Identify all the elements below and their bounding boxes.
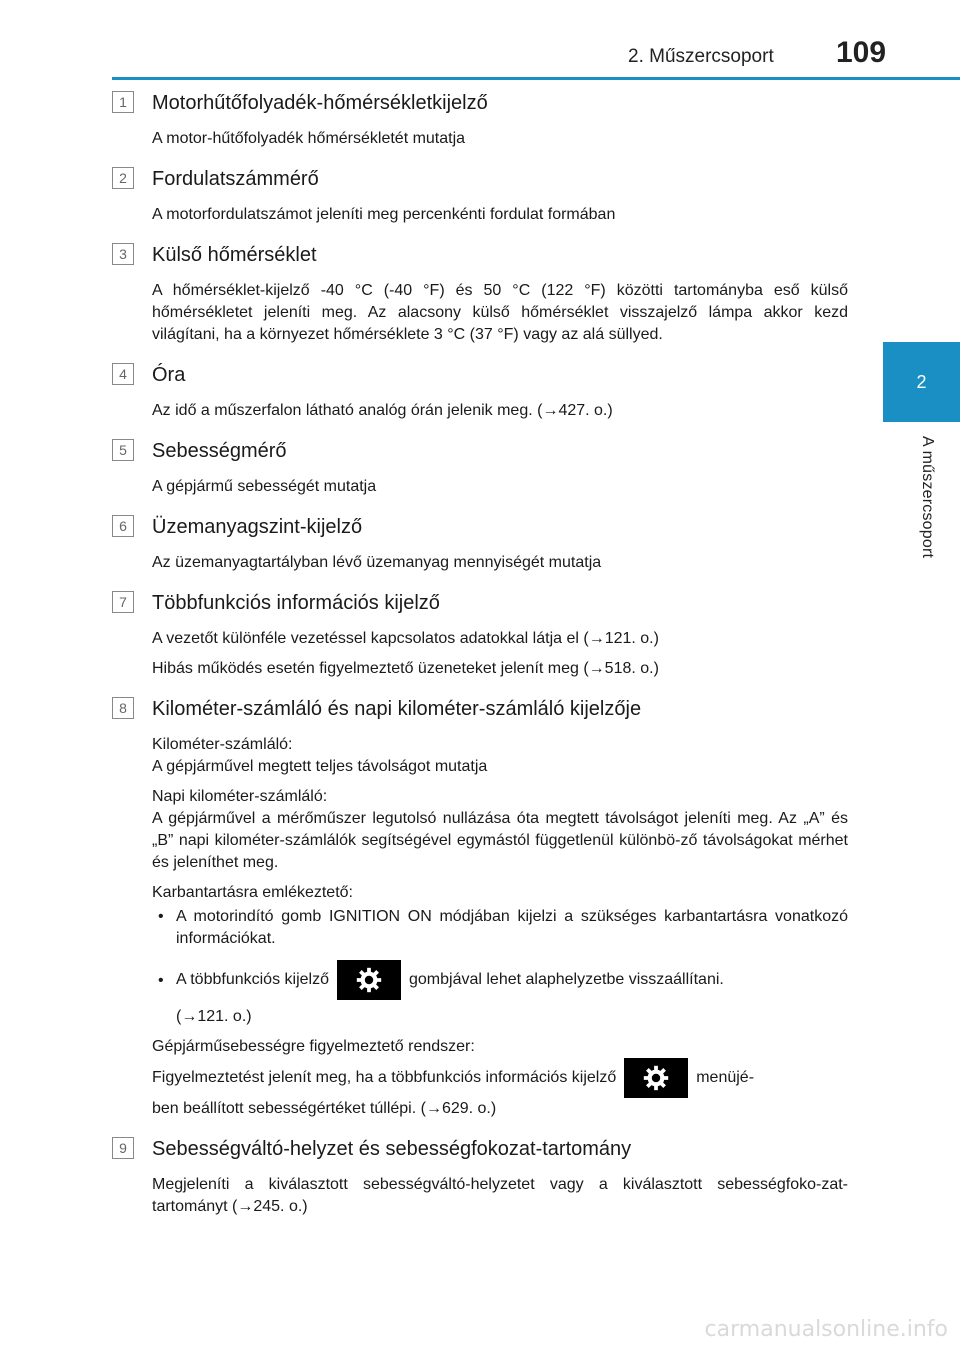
- list-item: [112, 240, 848, 346]
- item-body: Az idő a műszerfalon látható analóg órán jelenik meg. (→427. o.): [152, 402, 613, 419]
- bullet-text: gombjával lehet alaphelyzetbe visszaállítani.: [408, 971, 724, 988]
- item-body: [152, 734, 848, 1120]
- bullet-text: A többfunkciós kijelző: [176, 971, 329, 988]
- list-item: [112, 1134, 848, 1218]
- item-number: 6: [112, 515, 134, 537]
- speed-warning-text: menüjé-: [696, 1069, 755, 1086]
- item-body: Az üzemanyagtartályban lévő üzemanyag mennyiségét mutatja: [152, 554, 602, 571]
- speed-warning-text: Figyelmeztetést jelenít meg, ha a többfunkciós információs kijelző: [152, 1069, 617, 1086]
- item-number: 9: [112, 1137, 134, 1159]
- content: [112, 88, 848, 1218]
- chapter-label: A műszercsoport: [919, 436, 936, 559]
- item-paragraph: A vezetőt különféle vezetéssel kapcsolatos adatokkal látja el (→121. o.): [152, 630, 659, 647]
- list-item: [112, 88, 848, 150]
- page-number: 109: [836, 36, 887, 69]
- item-paragraph: Hibás működés esetén figyelmeztető üzeneteket jelenít meg (→518. o.): [152, 660, 659, 677]
- settings-button-image: [337, 960, 401, 1000]
- speed-warning-label: Gépjárműsebességre figyelmeztető rendszer:: [152, 1038, 475, 1055]
- item-number: 8: [112, 697, 134, 719]
- chapter-tab[interactable]: 2: [883, 342, 960, 422]
- item-title: Motorhűtőfolyadék-hőmérsékletkijelző: [152, 92, 488, 114]
- item-title: Fordulatszámmérő: [152, 168, 319, 190]
- list-item: [112, 436, 848, 498]
- item-title: Külső hőmérséklet: [152, 244, 317, 266]
- item-title: Üzemanyagszint-kijelző: [152, 516, 363, 538]
- trip-block: [152, 786, 848, 874]
- item-title: Kilométer-számláló és napi kilométer-számláló kijelzője: [152, 698, 642, 720]
- watermark: carmanualsonline.info: [704, 1317, 948, 1342]
- item-body: A motorfordulatszámot jeleníti meg percenkénti fordulat formában: [152, 206, 616, 223]
- item-title: Sebességmérő: [152, 440, 287, 462]
- trip-text: A gépjárművel a mérőműszer legutolsó nullázása óta megtett távolságot jeleníti meg. Az „A” és „B” napi kilométer-számlálók segítségével egymástól függetlenül különbö-ző távolságokat mérhet és jeleníthet meg.: [152, 810, 848, 871]
- odometer-block: [152, 734, 848, 778]
- bullet-item: [152, 906, 848, 950]
- list-item: [112, 588, 848, 680]
- item-number: 2: [112, 167, 134, 189]
- maintenance-block: [152, 882, 848, 1028]
- item-number: 1: [112, 91, 134, 113]
- gear-icon: [354, 965, 384, 995]
- item-title: Sebességváltó-helyzet és sebességfokozat-tartomány: [152, 1138, 632, 1160]
- item-body: A motor-hűtőfolyadék hőmérsékletét mutatja: [152, 130, 466, 147]
- trip-label: Napi kilométer-számláló:: [152, 788, 328, 805]
- speed-warning-row: [152, 1058, 848, 1098]
- gear-icon: [641, 1063, 671, 1093]
- bullet-ref: (→121. o.): [176, 1008, 252, 1025]
- item-body: Megjeleníti a kiválasztott sebességváltó-helyzetet vagy a kiválasztott sebességfoko-zat-tartományt (→245. o.): [152, 1176, 848, 1215]
- list-item: [112, 694, 848, 1120]
- item-number: 5: [112, 439, 134, 461]
- list-item: [112, 360, 848, 422]
- speed-warning-block: [152, 1036, 848, 1120]
- item-title: Többfunkciós információs kijelző: [152, 592, 440, 614]
- speed-warning-text: ben beállított sebességértéket túllépi. (→629. o.): [152, 1100, 497, 1117]
- odometer-text: A gépjárművel megtett teljes távolságot mutatja: [152, 758, 488, 775]
- item-body: A gépjármű sebességét mutatja: [152, 478, 377, 495]
- bullet-dot: •: [158, 908, 164, 925]
- item-body: A hőmérséklet-kijelző -40 °C (-40 °F) és 50 °C (122 °F) közötti tartományba eső külső hőmérsékletet jeleníti meg. Az alacsony külső hőmérséklet visszajelző lámpa akkor kezd világítani, ha a környezet hőmérséklete 3 °C (37 °F) vagy az alá süllyed.: [152, 282, 848, 343]
- item-body: [152, 628, 848, 680]
- header-rule: [112, 77, 960, 80]
- list-item: [112, 512, 848, 574]
- maintenance-label: Karbantartásra emlékeztető:: [152, 884, 353, 901]
- bullet-text: A motorindító gomb IGNITION ON módjában kijelzi a szükséges karbantartásra vonatkozó információkat.: [176, 908, 848, 947]
- item-number: 7: [112, 591, 134, 613]
- item-number: 4: [112, 363, 134, 385]
- bullet-row: [176, 960, 848, 1000]
- list-item: [112, 164, 848, 226]
- settings-button-image: [624, 1058, 688, 1098]
- bullet-dot: •: [158, 972, 164, 989]
- odometer-label: Kilométer-számláló:: [152, 736, 293, 753]
- item-title: Óra: [152, 364, 186, 386]
- item-number: 3: [112, 243, 134, 265]
- section-title: 2. Műszercsoport: [628, 46, 774, 67]
- bullet-item: [152, 960, 848, 1028]
